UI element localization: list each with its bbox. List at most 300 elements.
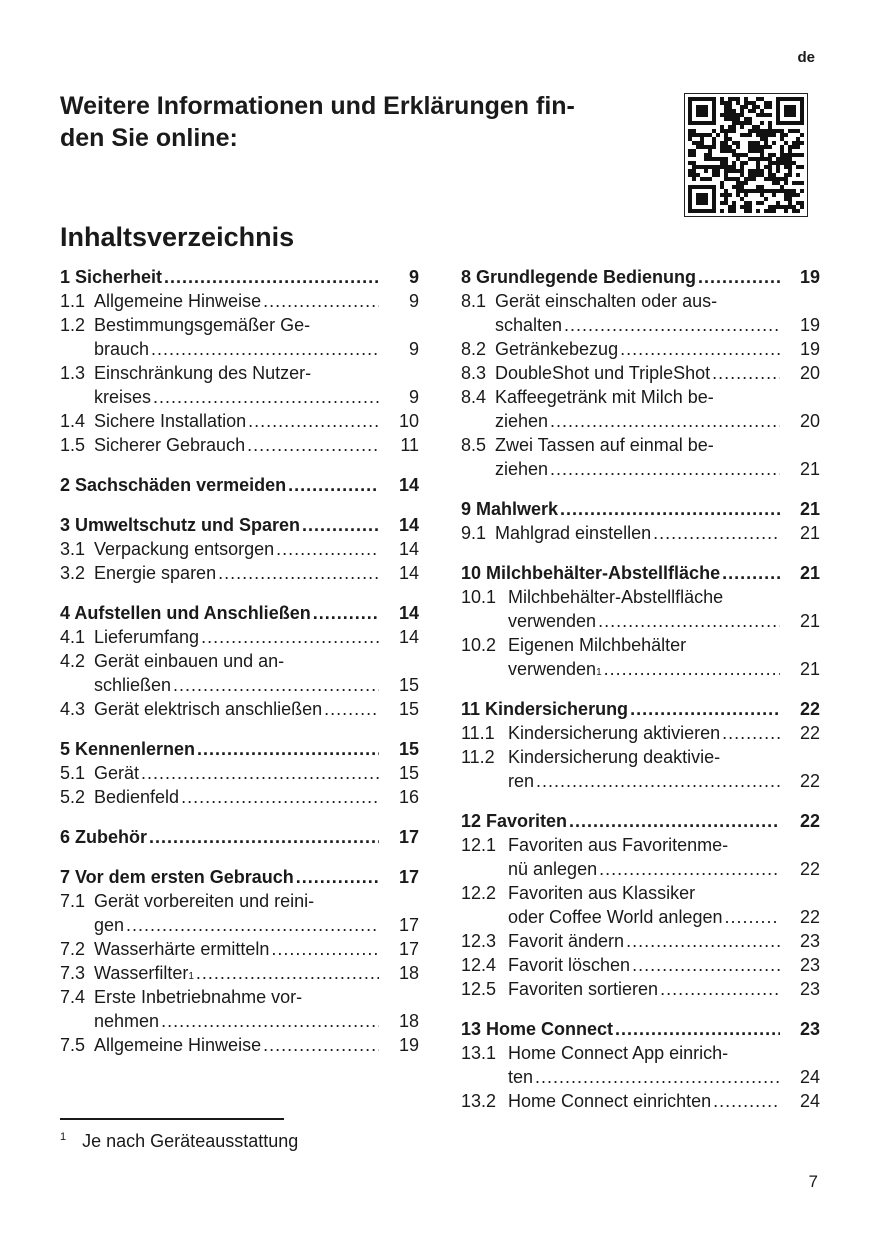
toc-page-number: 9 bbox=[408, 291, 419, 311]
toc-subsection-entry[interactable] bbox=[60, 625, 419, 649]
toc-subsection-entry[interactable] bbox=[60, 985, 419, 1033]
dot-leader bbox=[604, 657, 780, 681]
toc-entry-line bbox=[94, 409, 379, 433]
toc-entry-label: Energie sparen bbox=[94, 563, 217, 583]
toc-entry-text bbox=[60, 409, 419, 433]
toc-entry-label: Favorit löschen bbox=[508, 955, 631, 975]
toc-entry-line bbox=[495, 409, 780, 433]
toc-entry-line bbox=[94, 561, 379, 585]
toc-page-number: 21 bbox=[799, 563, 820, 583]
toc-entry-line bbox=[94, 1033, 379, 1057]
toc-entry-number: 7.2 bbox=[60, 939, 86, 959]
toc-page-number: 18 bbox=[398, 1011, 419, 1031]
toc-entry-label: Allgemeine Hinweise bbox=[94, 291, 262, 311]
toc-page-number: 14 bbox=[398, 539, 419, 559]
toc-page-number: 21 bbox=[799, 611, 820, 631]
dot-leader bbox=[151, 337, 379, 361]
toc-chapter-entry[interactable] bbox=[60, 737, 419, 761]
toc-page-number: 14 bbox=[398, 603, 419, 623]
toc-page-number: 19 bbox=[799, 267, 820, 287]
toc-entry-line bbox=[495, 337, 780, 361]
toc-entry-label: 12 Favoriten bbox=[461, 811, 568, 831]
toc-subsection-entry[interactable] bbox=[461, 433, 820, 481]
toc-entry-line bbox=[508, 721, 780, 745]
toc-entry-number: 8.4 bbox=[461, 387, 487, 407]
toc-entry-label: Allgemeine Hinweise bbox=[94, 1035, 262, 1055]
toc-entry-number: 3.1 bbox=[60, 539, 86, 559]
toc-entry-text bbox=[60, 361, 419, 409]
toc-page-number: 14 bbox=[398, 515, 419, 535]
toc-entry-number: 1.5 bbox=[60, 435, 86, 455]
toc-chapter-entry[interactable] bbox=[60, 825, 419, 849]
toc-entry-number: 7.5 bbox=[60, 1035, 86, 1055]
dot-leader bbox=[263, 289, 379, 313]
dot-leader bbox=[126, 913, 379, 937]
toc-entry-label: 2 Sachschäden vermeiden bbox=[60, 475, 287, 495]
toc-entry-number: 4.3 bbox=[60, 699, 86, 719]
toc-entry-number: 5.2 bbox=[60, 787, 86, 807]
toc-entry-number: 1.1 bbox=[60, 291, 86, 311]
toc-chapter-entry[interactable] bbox=[461, 265, 820, 289]
toc-subsection-entry[interactable] bbox=[461, 585, 820, 633]
toc-entry-line: Einschränkung des Nutzer- bbox=[94, 363, 312, 383]
toc-entry-text bbox=[461, 289, 820, 337]
toc-section bbox=[60, 737, 419, 809]
toc-section bbox=[60, 825, 419, 849]
toc-title: Inhaltsverzeichnis bbox=[60, 222, 295, 252]
toc-entry-line bbox=[94, 761, 379, 785]
dot-leader bbox=[248, 409, 379, 433]
toc-subsection-entry[interactable] bbox=[60, 313, 419, 361]
dot-leader bbox=[324, 697, 379, 721]
dot-leader bbox=[263, 1033, 379, 1057]
toc-entry-label: Sicherer Gebrauch bbox=[94, 435, 246, 455]
toc-page-number: 23 bbox=[799, 1019, 820, 1039]
dot-leader bbox=[197, 737, 379, 761]
toc-entry-label: 3 Umweltschutz und Sparen bbox=[60, 515, 301, 535]
toc-entry-label: kreises bbox=[94, 387, 152, 407]
toc-entry-text bbox=[60, 537, 419, 561]
toc-entry-line bbox=[94, 937, 379, 961]
toc-entry-line bbox=[508, 857, 780, 881]
toc-entry-label: 10 Milchbehälter-Abstellfläche bbox=[461, 563, 721, 583]
toc-entry-label: schalten bbox=[495, 315, 563, 335]
toc-entry-text bbox=[461, 433, 820, 481]
toc-entry-text bbox=[60, 937, 419, 961]
toc-section bbox=[60, 601, 419, 721]
dot-leader bbox=[626, 929, 780, 953]
toc-entry-text bbox=[461, 929, 820, 953]
toc-entry-text bbox=[60, 313, 419, 361]
toc-subsection-entry[interactable] bbox=[461, 977, 820, 1001]
toc-subsection-entry[interactable] bbox=[461, 929, 820, 953]
toc-entry-line bbox=[60, 601, 379, 625]
toc-subsection-entry[interactable] bbox=[461, 721, 820, 745]
toc-chapter-entry[interactable] bbox=[461, 561, 820, 585]
toc-entry-label: DoubleShot und TripleShot bbox=[495, 363, 711, 383]
toc-subsection-entry[interactable] bbox=[60, 937, 419, 961]
toc-entry-number: 7.3 bbox=[60, 963, 86, 983]
toc-entry-line bbox=[461, 561, 780, 585]
toc-entry-label: verwenden bbox=[508, 611, 597, 631]
toc-page-number: 23 bbox=[799, 931, 820, 951]
toc-entry-line bbox=[94, 537, 379, 561]
toc-entry-label: Verpackung entsorgen bbox=[94, 539, 275, 559]
toc-chapter-entry[interactable] bbox=[461, 697, 820, 721]
toc-entry-label: oder Coffee World anlegen bbox=[508, 907, 723, 927]
toc-page-number: 16 bbox=[398, 787, 419, 807]
toc-entry-line bbox=[60, 865, 379, 889]
toc-subsection-entry[interactable] bbox=[461, 521, 820, 545]
dot-leader bbox=[161, 1009, 379, 1033]
toc-section bbox=[461, 1017, 820, 1113]
toc-page-number: 20 bbox=[799, 411, 820, 431]
toc-entry-line bbox=[508, 953, 780, 977]
toc-entry-text bbox=[461, 833, 820, 881]
toc-entry-label: brauch bbox=[94, 339, 150, 359]
toc-page-number: 17 bbox=[398, 939, 419, 959]
dot-leader bbox=[181, 785, 379, 809]
toc-subsection-entry[interactable] bbox=[60, 433, 419, 457]
toc-subsection-entry[interactable] bbox=[60, 537, 419, 561]
toc-entry-text bbox=[60, 785, 419, 809]
toc-entry-text bbox=[60, 625, 419, 649]
toc-entry-number: 12.3 bbox=[461, 931, 497, 951]
toc-entry-text bbox=[60, 513, 419, 537]
toc-entry-label: Mahlgrad einstellen bbox=[495, 523, 652, 543]
toc-entry-number: 1.4 bbox=[60, 411, 86, 431]
toc-entry-line bbox=[94, 785, 379, 809]
toc-page-number: 19 bbox=[799, 339, 820, 359]
toc-subsection-entry[interactable] bbox=[60, 785, 419, 809]
toc-entry-line bbox=[508, 609, 780, 633]
toc-entry-label: Gerät elektrisch anschließen bbox=[94, 699, 323, 719]
dot-leader bbox=[149, 825, 379, 849]
toc-entry-number: 7.4 bbox=[60, 987, 86, 1007]
toc-entry-number: 13.2 bbox=[461, 1091, 497, 1111]
toc-entry-label: Wasserfilter bbox=[94, 963, 189, 983]
dot-leader bbox=[560, 497, 780, 521]
toc-entry-text bbox=[60, 649, 419, 697]
toc-subsection-entry[interactable] bbox=[60, 889, 419, 937]
dot-leader bbox=[564, 313, 780, 337]
toc-entry-label: Wasserhärte ermitteln bbox=[94, 939, 270, 959]
toc-subsection-entry[interactable] bbox=[60, 1033, 419, 1057]
toc-entry-line: Eigenen Milchbehälter bbox=[508, 635, 687, 655]
toc-entry-number: 12.5 bbox=[461, 979, 497, 999]
toc-section bbox=[60, 473, 419, 497]
footnote-text: Je nach Geräteausstattung bbox=[82, 1131, 299, 1151]
dot-leader bbox=[722, 721, 780, 745]
toc-subsection-entry[interactable] bbox=[60, 649, 419, 697]
online-info-heading-line1: Weitere Informationen und Erklärungen fin- bbox=[60, 92, 575, 120]
toc-entry-number: 8.2 bbox=[461, 339, 487, 359]
footnote-divider bbox=[60, 1118, 284, 1120]
toc-subsection-entry[interactable] bbox=[461, 385, 820, 433]
toc-page-number: 22 bbox=[799, 723, 820, 743]
toc-entry-number: 10.1 bbox=[461, 587, 497, 607]
dot-leader bbox=[712, 361, 780, 385]
toc-entry-line bbox=[508, 977, 780, 1001]
toc-entry-text bbox=[60, 561, 419, 585]
toc-entry-label: ziehen bbox=[495, 459, 549, 479]
toc-entry-line bbox=[94, 673, 379, 697]
toc-entry-text bbox=[461, 1089, 820, 1113]
toc-section bbox=[461, 561, 820, 681]
toc-entry-label: 6 Zubehör bbox=[60, 827, 148, 847]
toc-entry-text bbox=[461, 497, 820, 521]
toc-page-number: 21 bbox=[799, 459, 820, 479]
toc-page-number: 24 bbox=[799, 1067, 820, 1087]
toc-page-number: 15 bbox=[398, 739, 419, 759]
toc-entry-label: Bedienfeld bbox=[94, 787, 180, 807]
toc-entry-line bbox=[94, 337, 379, 361]
dot-leader bbox=[630, 697, 780, 721]
toc-page-number: 23 bbox=[799, 979, 820, 999]
dot-leader bbox=[632, 953, 780, 977]
toc-section bbox=[461, 697, 820, 793]
toc-chapter-entry[interactable] bbox=[60, 265, 419, 289]
toc-subsection-entry[interactable] bbox=[461, 633, 820, 681]
toc-entry-number: 10.2 bbox=[461, 635, 497, 655]
toc-page-number: 21 bbox=[799, 659, 820, 679]
toc-entry-line: Gerät einschalten oder aus- bbox=[495, 291, 718, 311]
dot-leader bbox=[550, 409, 780, 433]
toc-chapter-entry[interactable] bbox=[461, 809, 820, 833]
toc-entry-line bbox=[461, 809, 780, 833]
toc-entry-line: Kaffeegetränk mit Milch be- bbox=[495, 387, 714, 407]
toc-page-number: 22 bbox=[799, 859, 820, 879]
toc-chapter-entry[interactable] bbox=[60, 473, 419, 497]
toc-section bbox=[461, 265, 820, 481]
toc-entry-number: 4.1 bbox=[60, 627, 86, 647]
toc-entry-line: Home Connect App einrich- bbox=[508, 1043, 729, 1063]
toc-entry-text bbox=[461, 745, 820, 793]
dot-leader bbox=[313, 601, 379, 625]
toc-subsection-entry[interactable] bbox=[461, 1089, 820, 1113]
toc-subsection-entry[interactable] bbox=[461, 881, 820, 929]
online-info-heading-line2: den Sie online: bbox=[60, 124, 238, 152]
toc-subsection-entry[interactable] bbox=[60, 409, 419, 433]
toc-page-number: 18 bbox=[398, 963, 419, 983]
toc-entry-text bbox=[461, 1017, 820, 1041]
toc-subsection-entry[interactable] bbox=[60, 761, 419, 785]
toc-entry-label: Home Connect einrichten bbox=[508, 1091, 712, 1111]
toc-entry-line bbox=[94, 433, 379, 457]
toc-chapter-entry[interactable] bbox=[60, 513, 419, 537]
footnote-mark: 1 bbox=[60, 1131, 67, 1143]
toc-entry-number: 12.1 bbox=[461, 835, 497, 855]
toc-entry-number: 5.1 bbox=[60, 763, 86, 783]
toc-entry-text bbox=[461, 337, 820, 361]
toc-entry-text bbox=[60, 1033, 419, 1057]
dot-leader bbox=[288, 473, 379, 497]
toc-entry-text bbox=[60, 433, 419, 457]
toc-entry-line bbox=[461, 1017, 780, 1041]
toc-entry-line: Milchbehälter-Abstellfläche bbox=[508, 587, 724, 607]
toc-entry-text bbox=[60, 265, 419, 289]
dot-leader bbox=[653, 521, 780, 545]
toc-entry-number: 8.5 bbox=[461, 435, 487, 455]
toc-entry-line: Erste Inbetriebnahme vor- bbox=[94, 987, 303, 1007]
dot-leader bbox=[276, 537, 379, 561]
toc-page-number: 17 bbox=[398, 827, 419, 847]
toc-entry-label: gen bbox=[94, 915, 125, 935]
toc-entry-text bbox=[60, 889, 419, 937]
dot-leader bbox=[196, 961, 379, 985]
toc-page-number: 22 bbox=[799, 907, 820, 927]
toc-page-number: 9 bbox=[408, 267, 419, 287]
toc-entry-number: 1.2 bbox=[60, 315, 86, 335]
toc-entry-text bbox=[461, 721, 820, 745]
toc-page-number: 21 bbox=[799, 523, 820, 543]
toc-subsection-entry[interactable] bbox=[461, 953, 820, 977]
toc-entry-label: Sichere Installation bbox=[94, 411, 247, 431]
toc-entry-label: Getränkebezug bbox=[495, 339, 619, 359]
toc-entry-line bbox=[60, 737, 379, 761]
dot-leader bbox=[713, 1089, 780, 1113]
dot-leader bbox=[615, 1017, 780, 1041]
toc-subsection-entry[interactable] bbox=[60, 561, 419, 585]
toc-entry-text bbox=[60, 865, 419, 889]
language-code: de bbox=[797, 49, 815, 66]
toc-entry-line: Kindersicherung deaktivie- bbox=[508, 747, 721, 767]
toc-entry-label: Lieferumfang bbox=[94, 627, 200, 647]
toc-entry-line bbox=[461, 697, 780, 721]
toc-chapter-entry[interactable] bbox=[461, 497, 820, 521]
dot-leader bbox=[153, 385, 379, 409]
toc-page-number: 14 bbox=[398, 627, 419, 647]
toc-entry-line: Bestimmungsgemäßer Ge- bbox=[94, 315, 311, 335]
toc-entry-line bbox=[508, 905, 780, 929]
toc-entry-line bbox=[60, 825, 379, 849]
dot-leader bbox=[722, 561, 780, 585]
toc-entry-number: 1.3 bbox=[60, 363, 86, 383]
dot-leader bbox=[536, 769, 780, 793]
toc-section bbox=[60, 513, 419, 585]
toc-entry-number: 8.1 bbox=[461, 291, 487, 311]
toc-entry-text bbox=[461, 585, 820, 633]
toc-entry-label: 7 Vor dem ersten Gebrauch bbox=[60, 867, 294, 887]
dot-leader bbox=[550, 457, 780, 481]
toc-page-number: 15 bbox=[398, 699, 419, 719]
toc-entry-text bbox=[60, 697, 419, 721]
toc-entry-line: verwenden 1 ..... bbox=[508, 657, 780, 681]
toc-entry-line: Favoriten aus Klassiker bbox=[508, 883, 696, 903]
dot-leader bbox=[247, 433, 379, 457]
toc-entry-line bbox=[94, 913, 379, 937]
toc-entry-line: Favoriten aus Favoritenme- bbox=[508, 835, 729, 855]
toc-subsection-entry[interactable] bbox=[461, 337, 820, 361]
toc-entry-label: nehmen bbox=[94, 1011, 160, 1031]
toc-entry-label: Gerät bbox=[94, 763, 140, 783]
toc-entry-line bbox=[495, 361, 780, 385]
toc-entry-text bbox=[60, 601, 419, 625]
toc-subsection-entry[interactable] bbox=[461, 289, 820, 337]
dot-leader bbox=[598, 609, 780, 633]
toc-subsection-entry[interactable] bbox=[461, 745, 820, 793]
toc-entry-number: 4.2 bbox=[60, 651, 86, 671]
toc-entry-text bbox=[461, 1041, 820, 1089]
toc-page-number: 9 bbox=[408, 339, 419, 359]
toc-entry-number: 12.4 bbox=[461, 955, 497, 975]
toc-entry-label: ten bbox=[508, 1067, 534, 1087]
toc-page-number: 19 bbox=[799, 315, 820, 335]
dot-leader bbox=[164, 265, 379, 289]
toc-page-number: 17 bbox=[398, 915, 419, 935]
toc-column-left bbox=[60, 265, 419, 1057]
toc-chapter-entry[interactable] bbox=[461, 1017, 820, 1041]
toc-entry-number: 13.1 bbox=[461, 1043, 497, 1063]
toc-entry-text bbox=[60, 289, 419, 313]
toc-entry-label: 9 Mahlwerk bbox=[461, 499, 559, 519]
toc-column-right bbox=[461, 265, 820, 1113]
toc-entry-text bbox=[461, 633, 820, 681]
dot-leader bbox=[173, 673, 379, 697]
toc-subsection-entry[interactable] bbox=[461, 361, 820, 385]
toc-subsection-entry[interactable] bbox=[60, 361, 419, 409]
toc-entry-label: Kindersicherung aktivieren bbox=[508, 723, 721, 743]
footnote bbox=[60, 1131, 298, 1152]
dot-leader bbox=[271, 937, 379, 961]
toc-page-number: 17 bbox=[398, 867, 419, 887]
toc-entry-number: 3.2 bbox=[60, 563, 86, 583]
toc-entry-label: Favorit ändern bbox=[508, 931, 625, 951]
toc-entry-line bbox=[508, 1065, 780, 1089]
toc-entry-line bbox=[495, 313, 780, 337]
toc-page-number: 20 bbox=[799, 363, 820, 383]
toc-subsection-entry[interactable] bbox=[60, 289, 419, 313]
toc-entry-text bbox=[461, 977, 820, 1001]
toc-entry-line bbox=[461, 265, 780, 289]
toc-chapter-entry[interactable] bbox=[60, 601, 419, 625]
toc-entry-line bbox=[94, 697, 379, 721]
toc-subsection-entry[interactable] bbox=[60, 961, 419, 985]
toc-entry-text bbox=[461, 881, 820, 929]
toc-entry-label: verwenden bbox=[508, 659, 597, 679]
toc-page-number: 10 bbox=[398, 411, 419, 431]
dot-leader bbox=[141, 761, 379, 785]
toc-entry-label: ren bbox=[508, 771, 535, 791]
online-info-heading bbox=[60, 90, 670, 154]
dot-leader bbox=[218, 561, 379, 585]
toc-subsection-entry[interactable] bbox=[60, 697, 419, 721]
toc-entry-text bbox=[461, 521, 820, 545]
dot-leader bbox=[620, 337, 780, 361]
toc-entry-number: 7.1 bbox=[60, 891, 86, 911]
dot-leader bbox=[296, 865, 379, 889]
toc-entry-line bbox=[60, 473, 379, 497]
toc-section bbox=[461, 809, 820, 1001]
toc-entry-number: 11.2 bbox=[461, 747, 495, 767]
toc-subsection-entry[interactable] bbox=[461, 833, 820, 881]
toc-subsection-entry[interactable] bbox=[461, 1041, 820, 1089]
toc-entry-line bbox=[495, 521, 780, 545]
toc-entry-line bbox=[508, 1089, 780, 1113]
dot-leader bbox=[599, 857, 780, 881]
toc-entry-label: 8 Grundlegende Bedienung bbox=[461, 267, 697, 287]
toc-entry-line bbox=[508, 929, 780, 953]
dot-leader bbox=[660, 977, 780, 1001]
toc-chapter-entry[interactable] bbox=[60, 865, 419, 889]
toc-entry-line: Gerät vorbereiten und reini- bbox=[94, 891, 315, 911]
toc-page-number: 21 bbox=[799, 499, 820, 519]
toc-section bbox=[60, 865, 419, 1057]
toc-entry-label: schließen bbox=[94, 675, 172, 695]
dot-leader bbox=[201, 625, 379, 649]
toc-page-number: 14 bbox=[398, 563, 419, 583]
toc-entry-text bbox=[461, 265, 820, 289]
